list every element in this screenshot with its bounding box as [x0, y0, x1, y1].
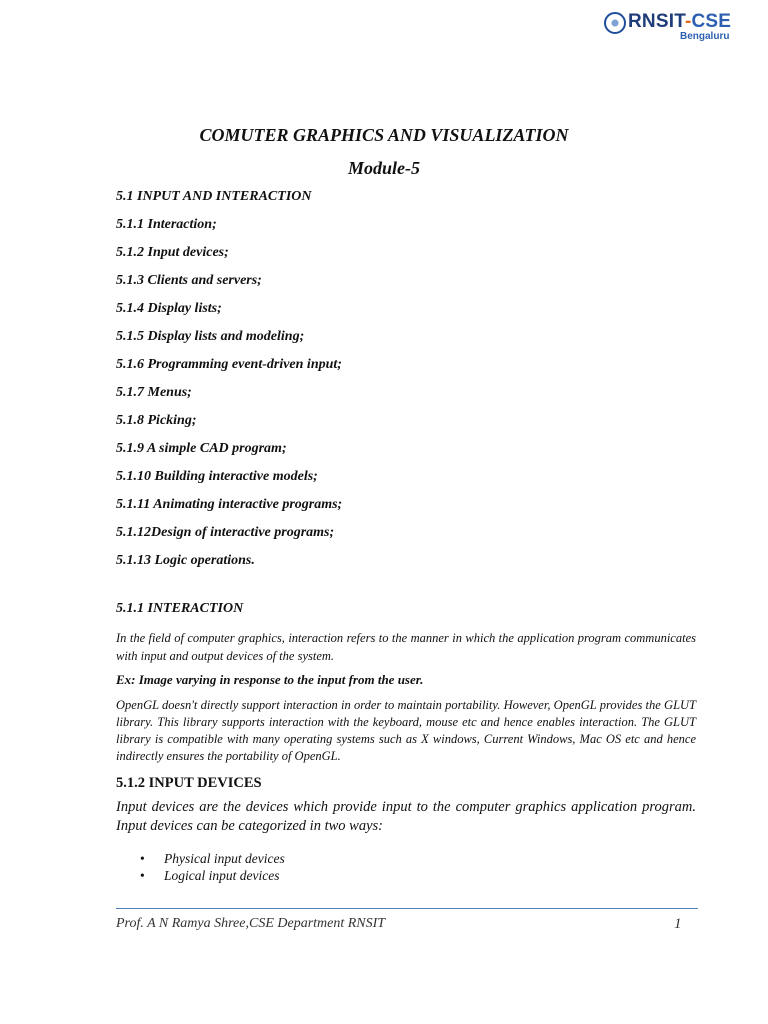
college-seal-icon — [604, 12, 626, 34]
toc-item: 5.1.3 Clients and servers; — [116, 273, 262, 288]
module-title: Module-5 — [348, 158, 420, 178]
toc-item: 5.1.10 Building interactive models; — [116, 469, 318, 484]
toc-item: 5.1.9 A simple CAD program; — [116, 441, 287, 456]
input-devices-paragraph: Input devices are the devices which provide input to the computer graphics application program. Input devices can be categorized in two ways: — [116, 799, 696, 834]
toc-item: 5.1.13 Logic operations. — [116, 553, 255, 568]
interaction-example: Ex: Image varying in response to the input from the user. — [116, 672, 424, 687]
input-device-categories — [140, 850, 285, 884]
footer-divider — [116, 908, 698, 909]
rnsit-cse-logo — [600, 6, 730, 46]
bullet-icon: • — [140, 868, 145, 883]
toc-item: 5.1.1 Interaction; — [116, 217, 217, 232]
toc-item: 5.1.2 Input devices; — [116, 245, 229, 260]
list-item: • Physical input devices — [140, 851, 285, 866]
table-of-contents — [116, 187, 342, 579]
toc-item: 5.1.7 Menus; — [116, 385, 192, 400]
document-title: COMUTER GRAPHICS AND VISUALIZATION — [199, 125, 569, 145]
list-item: • Logical input devices — [140, 868, 280, 883]
section-heading-interaction: 5.1.1 INTERACTION — [116, 601, 244, 616]
bullet-icon: • — [140, 851, 145, 866]
logo-city: Bengaluru — [680, 31, 730, 42]
toc-item: 5.1.6 Programming event-driven input; — [116, 357, 342, 372]
toc-item: 5.1.5 Display lists and modeling; — [116, 329, 305, 344]
interaction-definition: In the field of computer graphics, interaction refers to the manner in which the application program communicates with input and output devices of the system. — [116, 631, 696, 663]
footer-author: Prof. A N Ramya Shree,CSE Department RNSIT — [116, 916, 386, 931]
section-heading-input-devices: 5.1.2 INPUT DEVICES — [116, 775, 262, 791]
toc-item: 5.1.12Design of interactive programs; — [116, 525, 335, 540]
opengl-paragraph: OpenGL doesn't directly support interaction in order to maintain portability. However, OpenGL provides the GLUT library. This library supports interaction with the keyboard, mouse etc and hence enables interaction. The GLUT library is compatible with many operating systems such as X windows, Current Windows, Mac OS etc and hence indirectly ensures the portability of OpenGL. — [116, 698, 696, 763]
toc-item: 5.1.4 Display lists; — [116, 301, 222, 316]
toc-item: 5.1 INPUT AND INTERACTION — [116, 189, 312, 204]
page-number: 1 — [674, 916, 682, 932]
logo-wordmark: RNSIT-CSE — [628, 11, 732, 32]
toc-item: 5.1.11 Animating interactive programs; — [116, 497, 343, 512]
toc-item: 5.1.8 Picking; — [116, 413, 197, 428]
